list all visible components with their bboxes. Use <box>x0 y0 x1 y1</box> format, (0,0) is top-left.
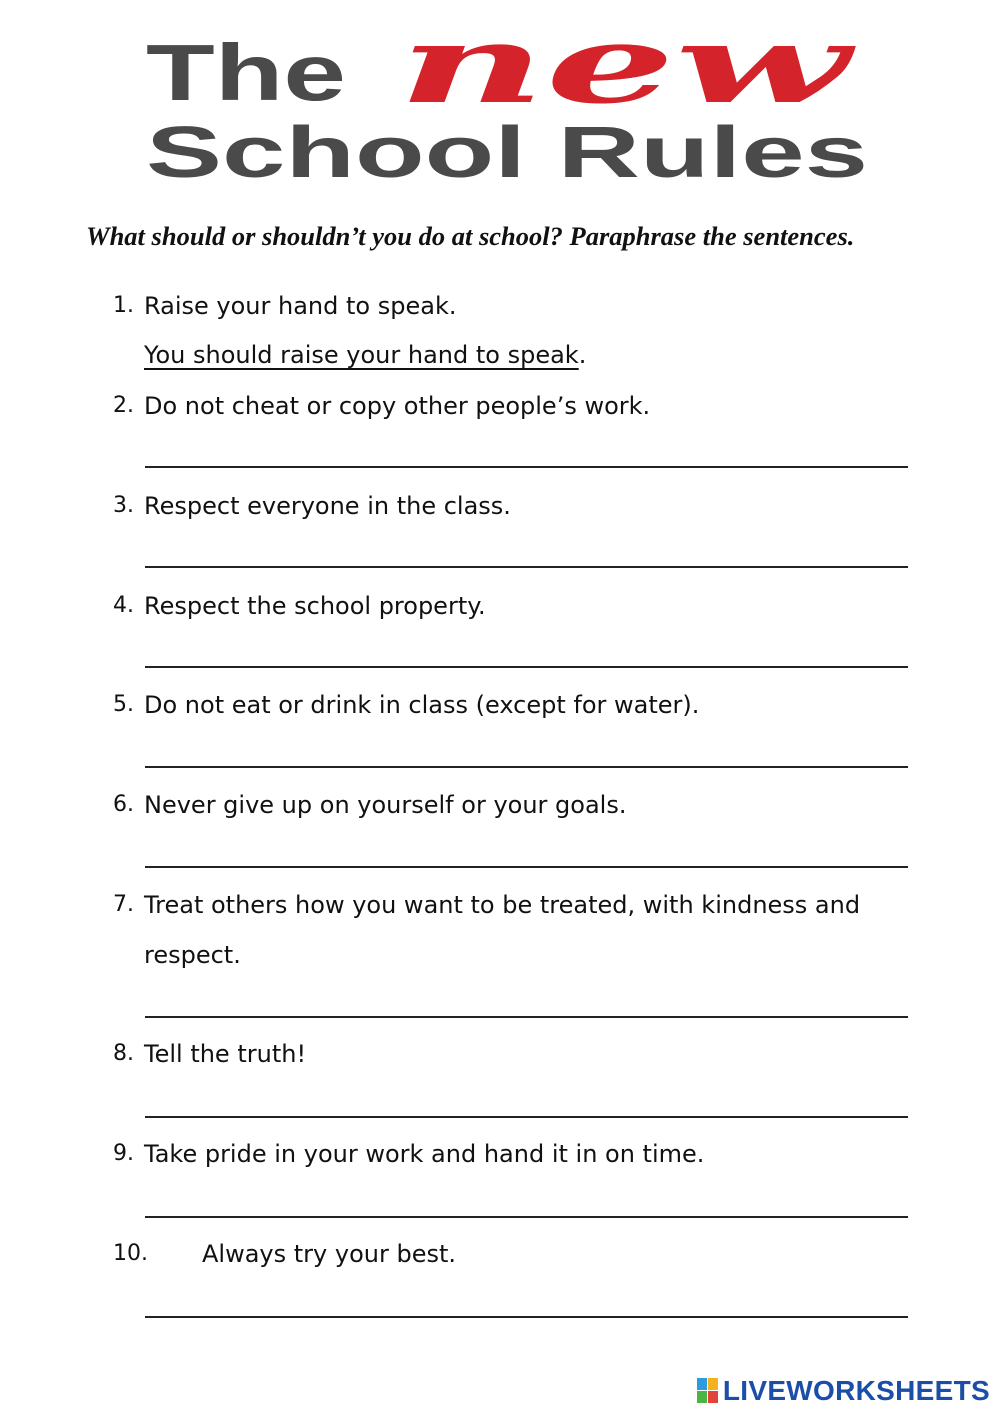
answer-line[interactable] <box>145 866 908 868</box>
liveworksheets-brand: LIVEWORKSHEETS <box>722 1375 990 1406</box>
item-number: 7. <box>113 892 134 917</box>
item-number: 4. <box>113 593 134 618</box>
example-answer <box>144 340 586 370</box>
item-text: Respect the school property. <box>144 592 486 620</box>
answer-line[interactable] <box>145 466 908 468</box>
answer-line[interactable] <box>145 1016 908 1018</box>
item-number: 3. <box>113 493 134 518</box>
liveworksheets-icon <box>697 1378 719 1404</box>
liveworksheets-logo <box>697 1374 990 1408</box>
item-number: 8. <box>113 1041 134 1066</box>
item-number: 6. <box>113 792 134 817</box>
answer-line[interactable] <box>145 666 908 668</box>
item-text: Take pride in your work and hand it in on time. <box>144 1140 705 1168</box>
item-number: 1. <box>113 293 134 318</box>
item-text-continued: respect. <box>144 941 241 969</box>
item-text: Never give up on yourself or your goals. <box>144 791 627 819</box>
item-number: 5. <box>113 692 134 717</box>
item-text: Treat others how you want to be treated, with kindness and <box>144 891 861 919</box>
item-number: 2. <box>113 393 134 418</box>
title-word-new: new <box>398 2 858 128</box>
item-text: Tell the truth! <box>144 1040 307 1068</box>
answer-line[interactable] <box>145 766 908 768</box>
item-text: Do not cheat or copy other people’s work. <box>144 392 651 420</box>
answer-line[interactable] <box>145 566 908 568</box>
answer-line[interactable] <box>145 1116 908 1118</box>
item-number: 10. <box>113 1241 148 1266</box>
example-prompt: Raise your hand to speak. <box>144 292 457 320</box>
example-answer-period: . <box>578 341 587 369</box>
example-answer-text: You should raise your hand to speak <box>144 341 579 369</box>
item-number: 9. <box>113 1141 134 1166</box>
item-text: Respect everyone in the class. <box>144 492 511 520</box>
answer-line[interactable] <box>145 1316 908 1318</box>
title-word-the: The <box>146 28 346 117</box>
answer-line[interactable] <box>145 1216 908 1218</box>
instruction-text: What should or shouldn’t you do at school? Paraphrase the sentences. <box>86 221 855 251</box>
item-text: Always try your best. <box>202 1240 457 1268</box>
title-school-rules: School Rules <box>146 113 868 193</box>
item-text: Do not eat or drink in class (except for water). <box>144 691 700 719</box>
title-logo <box>0 0 1000 200</box>
